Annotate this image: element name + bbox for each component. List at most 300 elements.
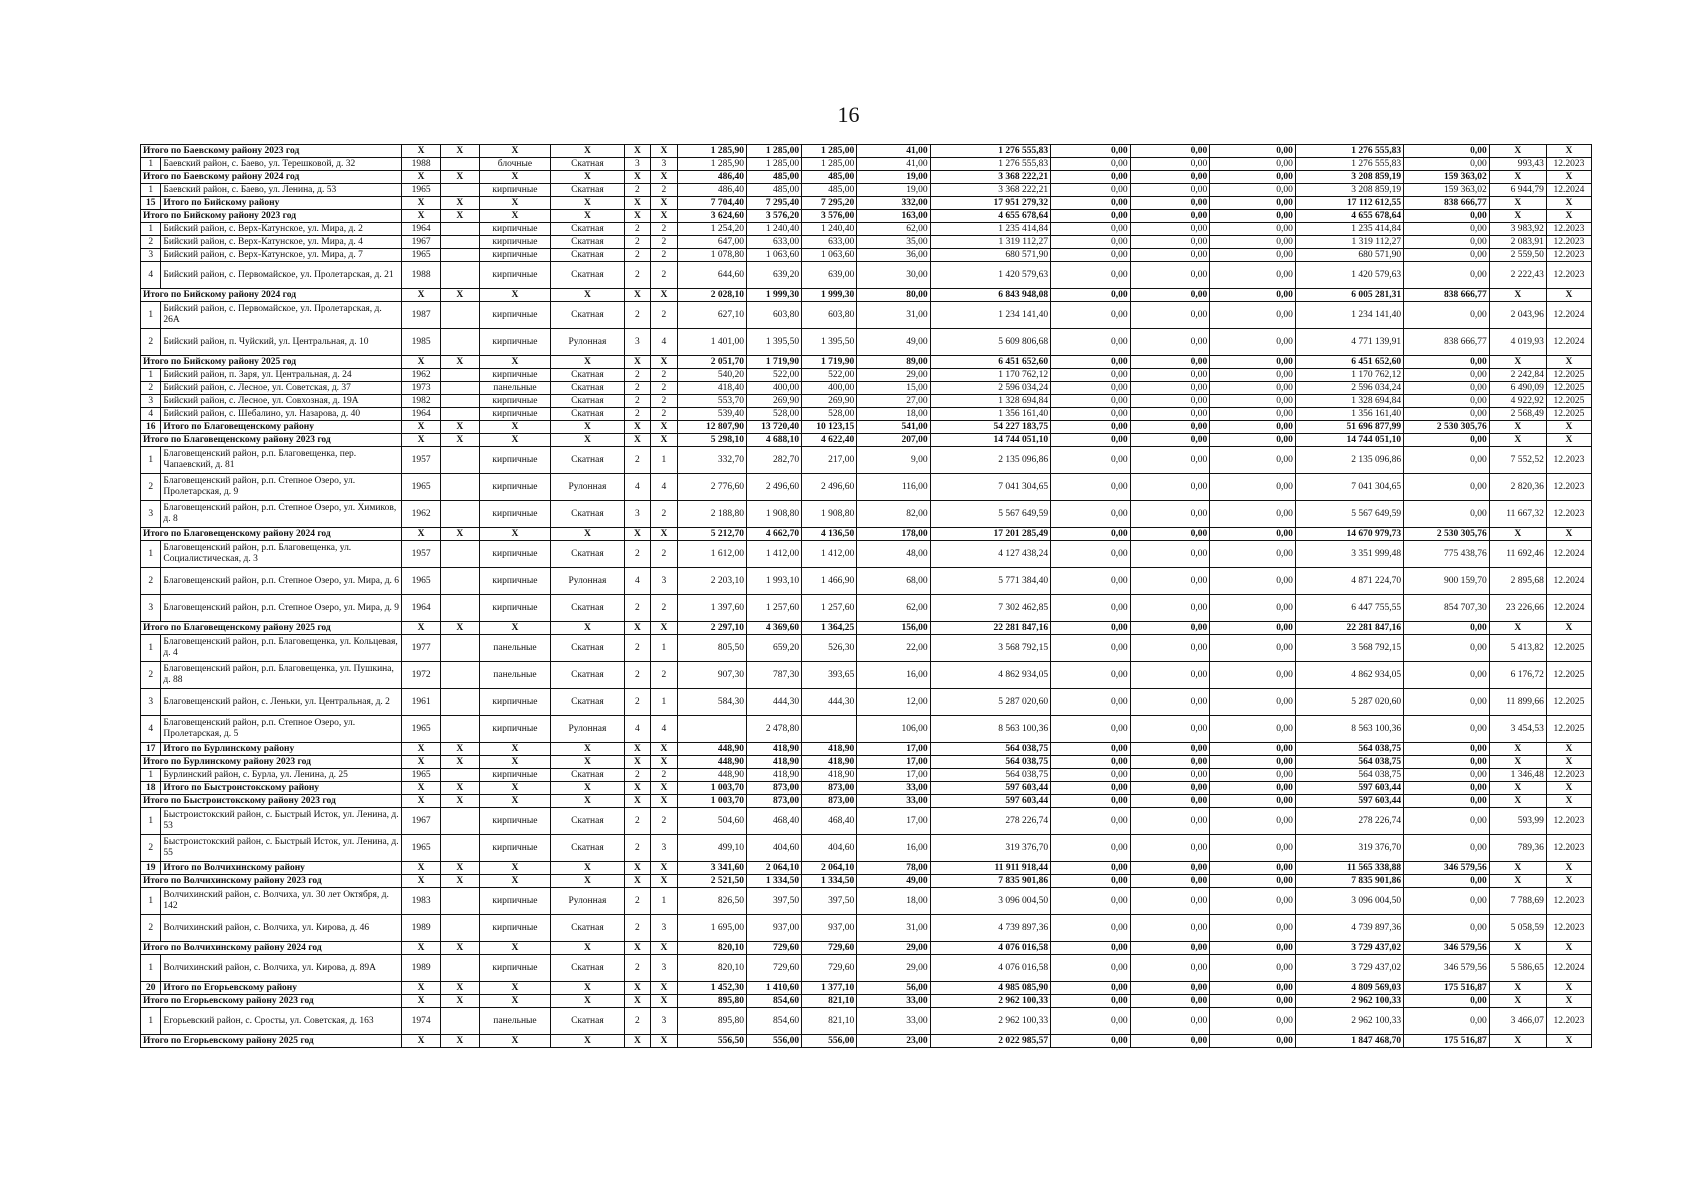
wall-material-cell: кирпичные xyxy=(479,302,550,329)
federal-funds-cell: 0,00 xyxy=(1051,541,1131,568)
row-number-cell: 3 xyxy=(141,249,161,262)
total-cost-cell: 1 234 141,40 xyxy=(930,302,1050,329)
roof-type-cell: Скатная xyxy=(551,689,624,716)
residents-cell: 31,00 xyxy=(857,915,930,942)
total-cost-cell: 11 911 918,44 xyxy=(930,862,1050,875)
local-funds-cell: 0,00 xyxy=(1210,835,1296,862)
total-row xyxy=(141,756,1592,769)
wall-material-cell: кирпичные xyxy=(479,395,550,408)
year2-cell xyxy=(440,955,479,982)
deadline-cell: X xyxy=(1546,795,1591,808)
table-row xyxy=(141,689,1592,716)
regional-funds-cell: 0,00 xyxy=(1130,756,1210,769)
regional-funds-cell: 0,00 xyxy=(1130,369,1210,382)
owners-funds-cell: 2 962 100,33 xyxy=(1295,1008,1403,1035)
federal-funds-cell: 0,00 xyxy=(1051,369,1131,382)
regional-funds-cell: 0,00 xyxy=(1130,329,1210,356)
roof-type-cell: X xyxy=(551,782,624,795)
entrances-cell: X xyxy=(651,942,678,955)
owners-funds-cell: 4 655 678,64 xyxy=(1295,210,1403,223)
regional-funds-cell: 0,00 xyxy=(1130,835,1210,862)
residential-area-cell: 522,00 xyxy=(802,369,857,382)
floors-cell: X xyxy=(624,782,651,795)
living-area-cell: 1 412,00 xyxy=(747,541,802,568)
regional-funds-cell: 0,00 xyxy=(1130,474,1210,501)
row-number-cell: 2 xyxy=(141,662,161,689)
residents-cell: 106,00 xyxy=(857,716,930,743)
deadline-cell: X xyxy=(1546,995,1591,1008)
local-funds-cell: 0,00 xyxy=(1210,716,1296,743)
unit-cost-cell: 1 346,48 xyxy=(1489,769,1546,782)
year-cell: X xyxy=(402,197,441,210)
floors-cell: 2 xyxy=(624,635,651,662)
total-cost-cell: 3 096 004,50 xyxy=(930,888,1050,915)
deadline-cell: 12.2023 xyxy=(1546,501,1591,528)
row-title-cell: Итого по Быстроистокскому району 2023 год xyxy=(141,795,402,808)
other-funds-cell: 775 438,76 xyxy=(1404,541,1490,568)
total-area-cell: 2 203,10 xyxy=(677,568,746,595)
year2-cell xyxy=(440,262,479,289)
unit-cost-cell: 3 454,53 xyxy=(1489,716,1546,743)
unit-cost-cell: 2 895,68 xyxy=(1489,568,1546,595)
table-row xyxy=(141,501,1592,528)
total-area-cell: 332,70 xyxy=(677,447,746,474)
wall-material-cell: панельные xyxy=(479,635,550,662)
total-area-cell: 805,50 xyxy=(677,635,746,662)
roof-type-cell: Скатная xyxy=(551,262,624,289)
living-area-cell: 404,60 xyxy=(747,835,802,862)
residents-cell: 33,00 xyxy=(857,795,930,808)
deadline-cell: 12.2025 xyxy=(1546,382,1591,395)
row-title-cell: Волчихинский район, с. Волчиха, ул. Кирова, д. 89А xyxy=(161,955,402,982)
federal-funds-cell: 0,00 xyxy=(1051,862,1131,875)
unit-cost-cell: X xyxy=(1489,421,1546,434)
living-area-cell: 1 395,50 xyxy=(747,329,802,356)
row-number-cell: 2 xyxy=(141,835,161,862)
other-funds-cell: 0,00 xyxy=(1404,395,1490,408)
floors-cell: 2 xyxy=(624,249,651,262)
local-funds-cell: 0,00 xyxy=(1210,568,1296,595)
year2-cell xyxy=(440,395,479,408)
floors-cell: 3 xyxy=(624,329,651,356)
deadline-cell: X xyxy=(1546,356,1591,369)
total-cost-cell: 5 771 384,40 xyxy=(930,568,1050,595)
page-number: 16 xyxy=(837,102,860,127)
deadline-cell: 12.2023 xyxy=(1546,223,1591,236)
federal-funds-cell: 0,00 xyxy=(1051,249,1131,262)
local-funds-cell: 0,00 xyxy=(1210,1008,1296,1035)
owners-funds-cell: 1 356 161,40 xyxy=(1295,408,1403,421)
total-cost-cell: 2 022 985,57 xyxy=(930,1035,1050,1048)
year-cell: X xyxy=(402,875,441,888)
year2-cell xyxy=(440,769,479,782)
row-title-cell: Итого по Волчихинскому району xyxy=(161,862,402,875)
regional-funds-cell: 0,00 xyxy=(1130,888,1210,915)
other-funds-cell: 0,00 xyxy=(1404,888,1490,915)
regional-funds-cell: 0,00 xyxy=(1130,622,1210,635)
local-funds-cell: 0,00 xyxy=(1210,808,1296,835)
residents-cell: 19,00 xyxy=(857,171,930,184)
unit-cost-cell: X xyxy=(1489,145,1546,158)
local-funds-cell: 0,00 xyxy=(1210,249,1296,262)
wall-material-cell: кирпичные xyxy=(479,184,550,197)
local-funds-cell: 0,00 xyxy=(1210,171,1296,184)
total-cost-cell: 597 603,44 xyxy=(930,795,1050,808)
deadline-cell: 12.2024 xyxy=(1546,184,1591,197)
entrances-cell: 3 xyxy=(651,955,678,982)
regional-funds-cell: 0,00 xyxy=(1130,595,1210,622)
total-cost-cell: 54 227 183,75 xyxy=(930,421,1050,434)
table-row xyxy=(141,1008,1592,1035)
residential-area-cell: 485,00 xyxy=(802,171,857,184)
total-area-cell: 2 776,60 xyxy=(677,474,746,501)
living-area-cell: 1 240,40 xyxy=(747,223,802,236)
federal-funds-cell: 0,00 xyxy=(1051,197,1131,210)
living-area-cell: 444,30 xyxy=(747,689,802,716)
floors-cell: 2 xyxy=(624,915,651,942)
wall-material-cell: кирпичные xyxy=(479,447,550,474)
table-row xyxy=(141,236,1592,249)
residential-area-cell: 2 064,10 xyxy=(802,862,857,875)
total-area-cell: 553,70 xyxy=(677,395,746,408)
entrances-cell: X xyxy=(651,875,678,888)
federal-funds-cell: 0,00 xyxy=(1051,835,1131,862)
living-area-cell: 269,90 xyxy=(747,395,802,408)
row-title-cell: Благовещенский район, с. Леньки, ул. Центральная, д. 2 xyxy=(161,689,402,716)
total-cost-cell: 7 835 901,86 xyxy=(930,875,1050,888)
total-row xyxy=(141,862,1592,875)
total-cost-cell: 8 563 100,36 xyxy=(930,716,1050,743)
roof-type-cell: Скатная xyxy=(551,662,624,689)
unit-cost-cell: 4 922,92 xyxy=(1489,395,1546,408)
floors-cell: 2 xyxy=(624,541,651,568)
row-number-cell: 1 xyxy=(141,808,161,835)
wall-material-cell: X xyxy=(479,622,550,635)
federal-funds-cell: 0,00 xyxy=(1051,875,1131,888)
total-area-cell: 2 188,80 xyxy=(677,501,746,528)
total-area-cell: 895,80 xyxy=(677,1008,746,1035)
residents-cell: 35,00 xyxy=(857,236,930,249)
federal-funds-cell: 0,00 xyxy=(1051,782,1131,795)
year2-cell xyxy=(440,689,479,716)
living-area-cell: 659,20 xyxy=(747,635,802,662)
residents-cell: 41,00 xyxy=(857,145,930,158)
row-number-cell: 2 xyxy=(141,568,161,595)
living-area-cell: 2 478,80 xyxy=(747,716,802,743)
living-area-cell: 1 334,50 xyxy=(747,875,802,888)
other-funds-cell: 0,00 xyxy=(1404,995,1490,1008)
regional-funds-cell: 0,00 xyxy=(1130,197,1210,210)
table-row xyxy=(141,835,1592,862)
living-area-cell: 1 285,00 xyxy=(747,145,802,158)
wall-material-cell: X xyxy=(479,171,550,184)
deadline-cell: 12.2023 xyxy=(1546,888,1591,915)
row-title-cell: Итого по Бийскому району xyxy=(161,197,402,210)
deadline-cell: X xyxy=(1546,434,1591,447)
entrances-cell: 2 xyxy=(651,249,678,262)
regional-funds-cell: 0,00 xyxy=(1130,236,1210,249)
year2-cell xyxy=(440,635,479,662)
federal-funds-cell: 0,00 xyxy=(1051,635,1131,662)
other-funds-cell: 0,00 xyxy=(1404,434,1490,447)
deadline-cell: 12.2025 xyxy=(1546,689,1591,716)
total-area-cell: 2 297,10 xyxy=(677,622,746,635)
year2-cell: X xyxy=(440,356,479,369)
regional-funds-cell: 0,00 xyxy=(1130,743,1210,756)
local-funds-cell: 0,00 xyxy=(1210,756,1296,769)
floors-cell: X xyxy=(624,289,651,302)
row-title-cell: Бийский район, с. Лесное, ул. Совхозная, д. 19А xyxy=(161,395,402,408)
unit-cost-cell: 23 226,66 xyxy=(1489,595,1546,622)
roof-type-cell: Скатная xyxy=(551,915,624,942)
deadline-cell: 12.2025 xyxy=(1546,369,1591,382)
residential-area-cell: 1 466,90 xyxy=(802,568,857,595)
entrances-cell: 2 xyxy=(651,369,678,382)
year-cell: 1974 xyxy=(402,1008,441,1035)
year2-cell: X xyxy=(440,434,479,447)
roof-type-cell: Скатная xyxy=(551,808,624,835)
living-area-cell: 485,00 xyxy=(747,184,802,197)
local-funds-cell: 0,00 xyxy=(1210,184,1296,197)
residential-area-cell: 526,30 xyxy=(802,635,857,662)
total-cost-cell: 5 567 649,59 xyxy=(930,501,1050,528)
row-title-cell: Бийский район, с. Лесное, ул. Советская, д. 37 xyxy=(161,382,402,395)
year2-cell: X xyxy=(440,622,479,635)
living-area-cell: 522,00 xyxy=(747,369,802,382)
entrances-cell: 1 xyxy=(651,689,678,716)
federal-funds-cell: 0,00 xyxy=(1051,262,1131,289)
residential-area-cell: 404,60 xyxy=(802,835,857,862)
roof-type-cell: X xyxy=(551,210,624,223)
living-area-cell: 1 999,30 xyxy=(747,289,802,302)
floors-cell: 2 xyxy=(624,184,651,197)
total-row xyxy=(141,356,1592,369)
roof-type-cell: Рулонная xyxy=(551,329,624,356)
wall-material-cell: X xyxy=(479,795,550,808)
year2-cell xyxy=(440,408,479,421)
total-cost-cell: 1 420 579,63 xyxy=(930,262,1050,289)
total-cost-cell: 5 609 806,68 xyxy=(930,329,1050,356)
total-area-cell: 644,60 xyxy=(677,262,746,289)
living-area-cell: 1 908,80 xyxy=(747,501,802,528)
total-area-cell: 486,40 xyxy=(677,171,746,184)
unit-cost-cell: 7 552,52 xyxy=(1489,447,1546,474)
total-area-cell: 1 695,00 xyxy=(677,915,746,942)
owners-funds-cell: 4 809 569,03 xyxy=(1295,982,1403,995)
living-area-cell: 1 063,60 xyxy=(747,249,802,262)
floors-cell: X xyxy=(624,982,651,995)
unit-cost-cell: X xyxy=(1489,942,1546,955)
entrances-cell: X xyxy=(651,171,678,184)
entrances-cell: 2 xyxy=(651,595,678,622)
year2-cell xyxy=(440,915,479,942)
year-cell: X xyxy=(402,145,441,158)
year-cell: 1961 xyxy=(402,689,441,716)
other-funds-cell: 0,00 xyxy=(1404,369,1490,382)
entrances-cell: 2 xyxy=(651,302,678,329)
other-funds-cell: 0,00 xyxy=(1404,622,1490,635)
regional-funds-cell: 0,00 xyxy=(1130,262,1210,289)
row-number-cell: 2 xyxy=(141,236,161,249)
roof-type-cell: X xyxy=(551,356,624,369)
deadline-cell: 12.2024 xyxy=(1546,541,1591,568)
residents-cell: 163,00 xyxy=(857,210,930,223)
entrances-cell: X xyxy=(651,862,678,875)
entrances-cell: X xyxy=(651,289,678,302)
year2-cell xyxy=(440,662,479,689)
unit-cost-cell: X xyxy=(1489,862,1546,875)
owners-funds-cell: 564 038,75 xyxy=(1295,769,1403,782)
roof-type-cell: Скатная xyxy=(551,835,624,862)
entrances-cell: 2 xyxy=(651,184,678,197)
table-row xyxy=(141,716,1592,743)
row-title-cell: Бурлинский район, с. Бурла, ул. Ленина, д. 25 xyxy=(161,769,402,782)
unit-cost-cell: X xyxy=(1489,210,1546,223)
deadline-cell: X xyxy=(1546,210,1591,223)
deadline-cell: 12.2023 xyxy=(1546,236,1591,249)
row-number-cell: 20 xyxy=(141,982,161,995)
deadline-cell: 12.2025 xyxy=(1546,408,1591,421)
roof-type-cell: X xyxy=(551,862,624,875)
year2-cell xyxy=(440,1008,479,1035)
owners-funds-cell: 7 041 304,65 xyxy=(1295,474,1403,501)
unit-cost-cell: 993,43 xyxy=(1489,158,1546,171)
local-funds-cell: 0,00 xyxy=(1210,421,1296,434)
roof-type-cell: Скатная xyxy=(551,382,624,395)
deadline-cell: 12.2023 xyxy=(1546,835,1591,862)
residents-cell: 82,00 xyxy=(857,501,930,528)
wall-material-cell: кирпичные xyxy=(479,769,550,782)
year-cell: 1982 xyxy=(402,395,441,408)
year2-cell xyxy=(440,888,479,915)
unit-cost-cell: 789,36 xyxy=(1489,835,1546,862)
residents-cell: 156,00 xyxy=(857,622,930,635)
year-cell: 1965 xyxy=(402,249,441,262)
regional-funds-cell: 0,00 xyxy=(1130,184,1210,197)
residential-area-cell: 418,90 xyxy=(802,743,857,756)
unit-cost-cell: X xyxy=(1489,622,1546,635)
row-number-cell: 1 xyxy=(141,541,161,568)
regional-funds-cell: 0,00 xyxy=(1130,223,1210,236)
owners-funds-cell: 3 729 437,02 xyxy=(1295,955,1403,982)
living-area-cell: 729,60 xyxy=(747,955,802,982)
living-area-cell: 528,00 xyxy=(747,408,802,421)
roof-type-cell: Рулонная xyxy=(551,568,624,595)
unit-cost-cell: X xyxy=(1489,197,1546,210)
deadline-cell: 12.2025 xyxy=(1546,395,1591,408)
wall-material-cell: X xyxy=(479,289,550,302)
row-title-cell: Бийский район, с. Первомайское, ул. Пролетарская, д. 26А xyxy=(161,302,402,329)
unit-cost-cell: 2 083,91 xyxy=(1489,236,1546,249)
owners-funds-cell: 17 112 612,55 xyxy=(1295,197,1403,210)
entrances-cell: 3 xyxy=(651,1008,678,1035)
total-cost-cell: 2 962 100,33 xyxy=(930,1008,1050,1035)
floors-cell: 3 xyxy=(624,158,651,171)
table-row xyxy=(141,329,1592,356)
total-row xyxy=(141,434,1592,447)
total-cost-cell: 564 038,75 xyxy=(930,769,1050,782)
row-number-cell: 1 xyxy=(141,223,161,236)
row-number-cell: 19 xyxy=(141,862,161,875)
other-funds-cell: 175 516,87 xyxy=(1404,1035,1490,1048)
row-title-cell: Итого по Благовещенскому району 2023 год xyxy=(141,434,402,447)
residential-area-cell: 639,00 xyxy=(802,262,857,289)
federal-funds-cell: 0,00 xyxy=(1051,356,1131,369)
year-cell: 1965 xyxy=(402,184,441,197)
wall-material-cell: кирпичные xyxy=(479,329,550,356)
floors-cell: 2 xyxy=(624,595,651,622)
deadline-cell: X xyxy=(1546,756,1591,769)
table-row xyxy=(141,302,1592,329)
other-funds-cell: 159 363,02 xyxy=(1404,171,1490,184)
other-funds-cell: 0,00 xyxy=(1404,382,1490,395)
roof-type-cell: X xyxy=(551,434,624,447)
floors-cell: 2 xyxy=(624,369,651,382)
federal-funds-cell: 0,00 xyxy=(1051,236,1131,249)
local-funds-cell: 0,00 xyxy=(1210,862,1296,875)
residents-cell: 19,00 xyxy=(857,184,930,197)
owners-funds-cell: 1 276 555,83 xyxy=(1295,158,1403,171)
total-row xyxy=(141,1035,1592,1048)
year-cell: 1957 xyxy=(402,541,441,568)
owners-funds-cell: 2 596 034,24 xyxy=(1295,382,1403,395)
total-cost-cell: 1 328 694,84 xyxy=(930,395,1050,408)
entrances-cell: 2 xyxy=(651,808,678,835)
entrances-cell: 2 xyxy=(651,395,678,408)
row-title-cell: Баевский район, с. Баево, ул. Ленина, д. 53 xyxy=(161,184,402,197)
local-funds-cell: 0,00 xyxy=(1210,622,1296,635)
local-funds-cell: 0,00 xyxy=(1210,1035,1296,1048)
local-funds-cell: 0,00 xyxy=(1210,145,1296,158)
federal-funds-cell: 0,00 xyxy=(1051,289,1131,302)
other-funds-cell: 0,00 xyxy=(1404,795,1490,808)
owners-funds-cell: 3 208 859,19 xyxy=(1295,171,1403,184)
year-cell: 1964 xyxy=(402,223,441,236)
total-cost-cell: 1 356 161,40 xyxy=(930,408,1050,421)
row-title-cell: Благовещенский район, р.п. Степное Озеро, ул. Химиков, д. 8 xyxy=(161,501,402,528)
living-area-cell: 4 369,60 xyxy=(747,622,802,635)
total-row xyxy=(141,210,1592,223)
owners-funds-cell: 564 038,75 xyxy=(1295,756,1403,769)
unit-cost-cell: X xyxy=(1489,995,1546,1008)
federal-funds-cell: 0,00 xyxy=(1051,982,1131,995)
residential-area-cell: 528,00 xyxy=(802,408,857,421)
other-funds-cell: 854 707,30 xyxy=(1404,595,1490,622)
total-cost-cell: 17 201 285,49 xyxy=(930,528,1050,541)
other-funds-cell: 900 159,70 xyxy=(1404,568,1490,595)
federal-funds-cell: 0,00 xyxy=(1051,808,1131,835)
entrances-cell: 4 xyxy=(651,716,678,743)
federal-funds-cell: 0,00 xyxy=(1051,716,1131,743)
wall-material-cell: X xyxy=(479,421,550,434)
deadline-cell: X xyxy=(1546,622,1591,635)
row-title-cell: Волчихинский район, с. Волчиха, ул. Кирова, д. 46 xyxy=(161,915,402,942)
other-funds-cell: 838 666,77 xyxy=(1404,289,1490,302)
residential-area-cell: 1 719,90 xyxy=(802,356,857,369)
federal-funds-cell: 0,00 xyxy=(1051,184,1131,197)
owners-funds-cell: 4 771 139,91 xyxy=(1295,329,1403,356)
local-funds-cell: 0,00 xyxy=(1210,915,1296,942)
table-row xyxy=(141,249,1592,262)
roof-type-cell: Скатная xyxy=(551,302,624,329)
deadline-cell: X xyxy=(1546,782,1591,795)
living-area-cell: 2 064,10 xyxy=(747,862,802,875)
owners-funds-cell: 14 670 979,73 xyxy=(1295,528,1403,541)
residents-cell: 68,00 xyxy=(857,568,930,595)
residential-area-cell: 821,10 xyxy=(802,1008,857,1035)
total-cost-cell: 5 287 020,60 xyxy=(930,689,1050,716)
local-funds-cell: 0,00 xyxy=(1210,541,1296,568)
